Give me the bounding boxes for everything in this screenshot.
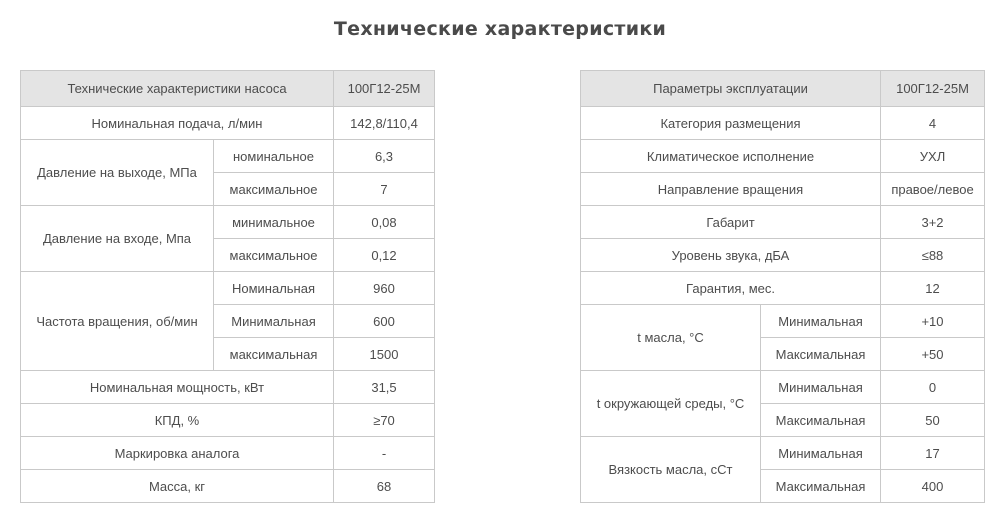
row-value: ≤88 xyxy=(881,239,985,272)
row-label: Давление на входе, Мпа xyxy=(21,206,214,272)
row-value: 0,12 xyxy=(334,239,435,272)
table-row xyxy=(581,206,985,239)
header-cell: 100Г12-25М xyxy=(881,71,985,107)
row-label: Категория размещения xyxy=(581,107,881,140)
table-row xyxy=(21,206,435,239)
table-row xyxy=(581,371,985,404)
row-label: Масса, кг xyxy=(21,470,334,503)
sub-label: Минимальная xyxy=(761,437,881,470)
row-value: 1500 xyxy=(334,338,435,371)
sub-label: Максимальная xyxy=(761,338,881,371)
table-row xyxy=(581,437,985,470)
sub-label: номинальное xyxy=(214,140,334,173)
header-cell: Параметры эксплуатации xyxy=(581,71,881,107)
row-label: Уровень звука, дБА xyxy=(581,239,881,272)
sub-label: максимальное xyxy=(214,239,334,272)
row-label: КПД, % xyxy=(21,404,334,437)
row-value: +10 xyxy=(881,305,985,338)
row-value: 31,5 xyxy=(334,371,435,404)
row-value: 960 xyxy=(334,272,435,305)
row-value: +50 xyxy=(881,338,985,371)
row-value: 17 xyxy=(881,437,985,470)
sub-label: Максимальная xyxy=(761,404,881,437)
sub-label: Максимальная xyxy=(761,470,881,503)
row-value: 12 xyxy=(881,272,985,305)
table-row xyxy=(581,107,985,140)
row-value: 50 xyxy=(881,404,985,437)
header-cell: Технические характеристики насоса xyxy=(21,71,334,107)
row-label: t масла, °С xyxy=(581,305,761,371)
table-row xyxy=(581,305,985,338)
table-row xyxy=(581,173,985,206)
table-row xyxy=(21,470,435,503)
row-value: 68 xyxy=(334,470,435,503)
row-label: t окружающей среды, °С xyxy=(581,371,761,437)
row-value: УХЛ xyxy=(881,140,985,173)
table-row xyxy=(21,272,435,305)
row-label: Номинальная подача, л/мин xyxy=(21,107,334,140)
row-value: 4 xyxy=(881,107,985,140)
table-row xyxy=(21,107,435,140)
row-value: 6,3 xyxy=(334,140,435,173)
table-row xyxy=(581,272,985,305)
row-label: Гарантия, мес. xyxy=(581,272,881,305)
row-label: Давление на выходе, МПа xyxy=(21,140,214,206)
table-row xyxy=(21,140,435,173)
sub-label: минимальное xyxy=(214,206,334,239)
sub-label: максимальная xyxy=(214,338,334,371)
row-label: Климатическое исполнение xyxy=(581,140,881,173)
sub-label: Минимальная xyxy=(214,305,334,338)
table-row xyxy=(21,371,435,404)
operation-params-table xyxy=(580,70,985,503)
sub-label: Минимальная xyxy=(761,305,881,338)
row-value: 600 xyxy=(334,305,435,338)
table-row xyxy=(21,437,435,470)
row-label: Вязкость масла, сСт xyxy=(581,437,761,503)
sub-label: Минимальная xyxy=(761,371,881,404)
row-value: ≥70 xyxy=(334,404,435,437)
row-label: Маркировка аналога xyxy=(21,437,334,470)
table-row xyxy=(21,404,435,437)
sub-label: Номинальная xyxy=(214,272,334,305)
row-label: Частота вращения, об/мин xyxy=(21,272,214,371)
row-value: 7 xyxy=(334,173,435,206)
table-header-row xyxy=(21,71,435,107)
table-row xyxy=(581,140,985,173)
page-title: Технические характеристики xyxy=(333,18,667,40)
row-label: Габарит xyxy=(581,206,881,239)
row-label: Направление вращения xyxy=(581,173,881,206)
header-cell: 100Г12-25М xyxy=(334,71,435,107)
row-value: 400 xyxy=(881,470,985,503)
row-value: - xyxy=(334,437,435,470)
row-value: 142,8/110,4 xyxy=(334,107,435,140)
row-value: 0 xyxy=(881,371,985,404)
table-header-row xyxy=(581,71,985,107)
sub-label: максимальное xyxy=(214,173,334,206)
row-value: правое/левое xyxy=(881,173,985,206)
pump-specs-table xyxy=(20,70,435,503)
row-value: 3+2 xyxy=(881,206,985,239)
table-row xyxy=(581,239,985,272)
row-value: 0,08 xyxy=(334,206,435,239)
row-label: Номинальная мощность, кВт xyxy=(21,371,334,404)
